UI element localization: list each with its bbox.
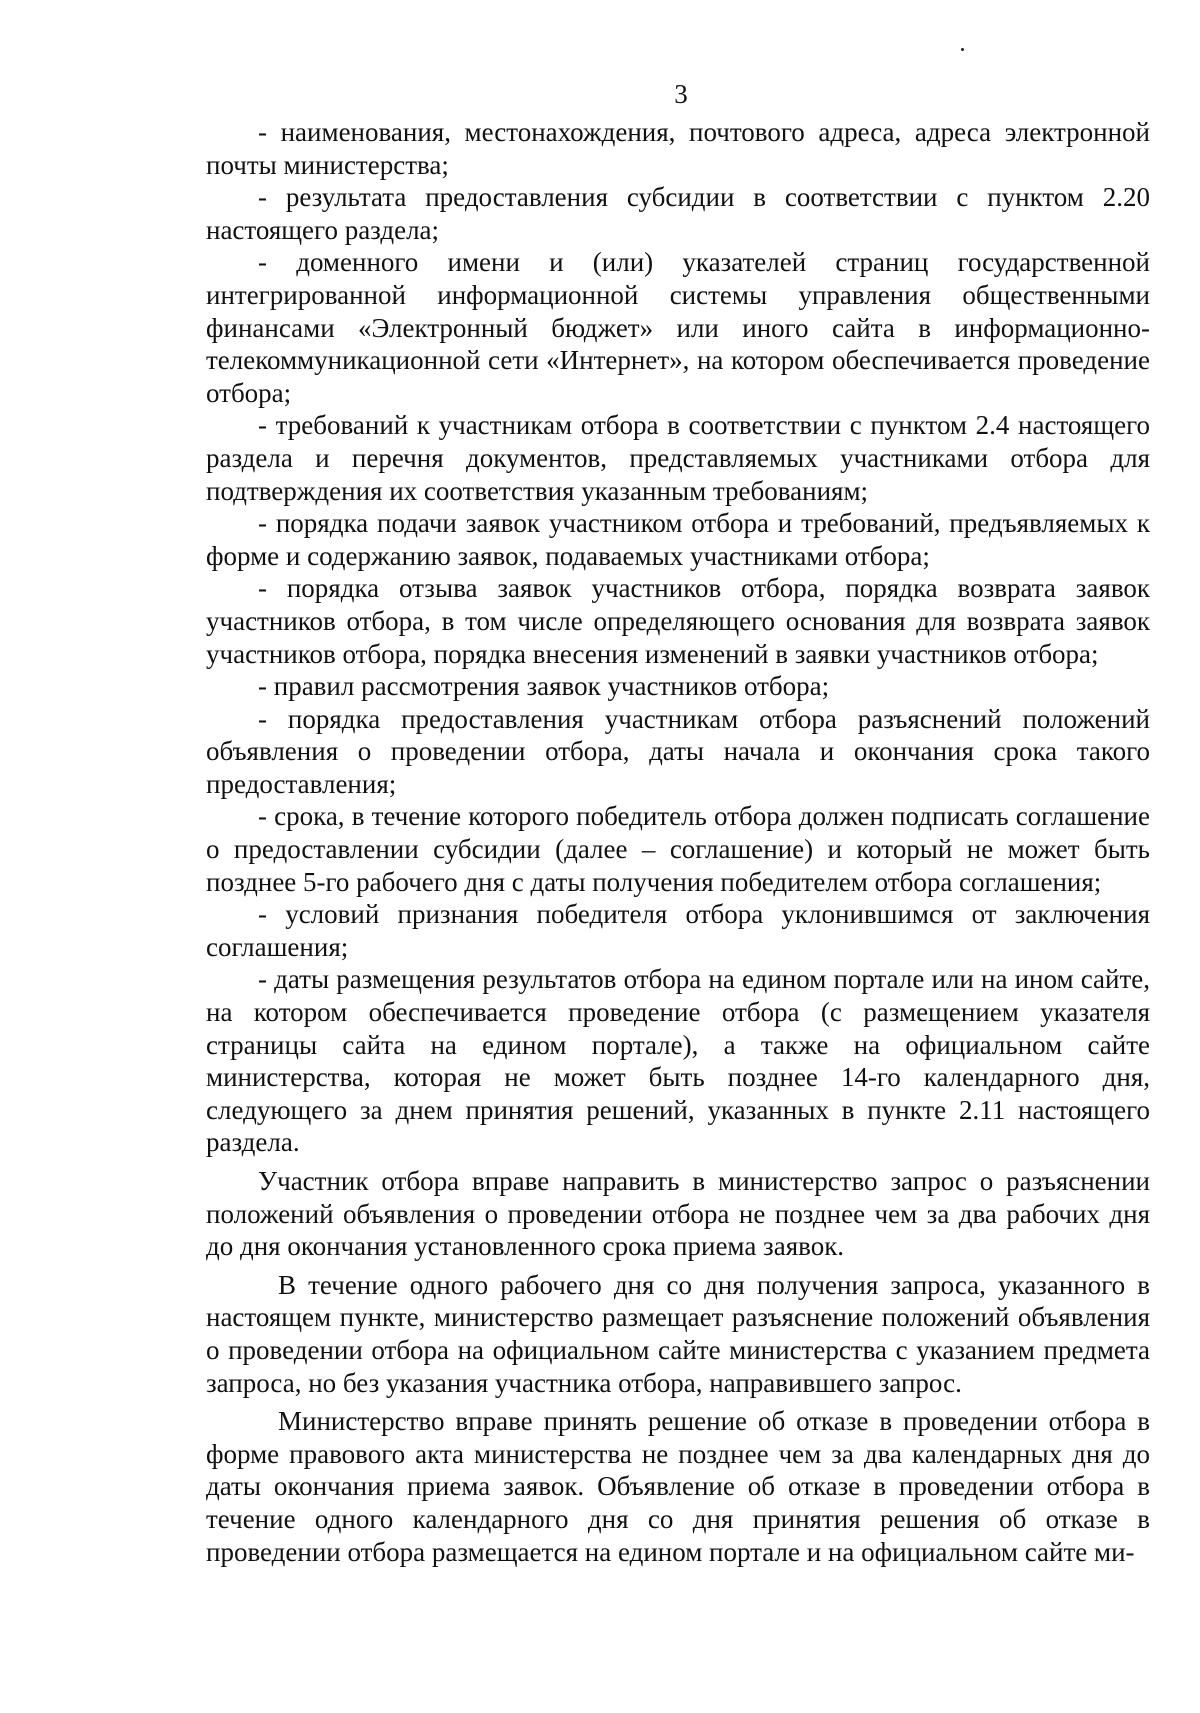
document-body <box>206 116 1150 1568</box>
list-item-application-procedure: - порядка подачи заявок участником отбора и требований, предъявляемых к форме и содержанию заявок, подаваемых участниками отбора; <box>206 508 1150 571</box>
page-number: 3 <box>674 79 688 109</box>
paragraph-clarification-request: Участник отбора вправе направить в министерство запрос о разъяснении положений объявления о проведении отбора не позднее чем за два рабочих дня до дня окончания установленного срока приема заявок. <box>206 1166 1150 1262</box>
list-item-review-rules: - правил рассмотрения заявок участников отбора; <box>258 671 830 702</box>
list-item-clarifications: - порядка предоставления участникам отбора разъяснений положений объявления о проведении отбора, даты начала и окончания срока такого предоставления; <box>206 703 1150 799</box>
list-item-application-withdrawal: - порядка отзыва заявок участников отбора, порядка возврата заявок участников отбора, в том числе определяющего основания для возврата заявок участников отбора, порядка внесения изменений в заявки участников отбора; <box>206 573 1150 669</box>
list-item-subsidy-result: - результата предоставления субсидии в соответствии с пунктом 2.20 настоящего раздела; <box>206 182 1150 245</box>
list-item-results-publication: - даты размещения результатов отбора на едином портале или на ином сайте, на котором обеспечивается проведение отбора (с размещением указателя страницы сайта на едином портале), а также на официальном сайте министерства, которая не может быть позднее 14-го календарного дня, следующего за днем принятия решений, указанных в пункте 2.11 настоящего раздела. <box>206 964 1150 1158</box>
paragraph-clarification-posting: В течение одного рабочего дня со дня получения запроса, указанного в настоящем пункте, министерство размещает разъяснение положений объявления о проведении отбора на официальном сайте министерства с указанием предмета запроса, но без указания участника отбора, направившего запрос. <box>206 1269 1150 1398</box>
list-item-agreement-deadline: - срока, в течение которого победитель отбора должен подписать соглашение о предоставлении субсидии (далее – соглашение) и который не может быть позднее 5-го рабочего дня с даты получения победителем отбора соглашения; <box>206 801 1150 897</box>
list-item-participant-requirements: - требований к участникам отбора в соответствии с пунктом 2.4 настоящего раздела и перечня документов, представляемых участниками отбора для подтверждения их соответствия указанным требованиям; <box>206 410 1150 506</box>
paragraph-selection-cancellation: Министерство вправе принять решение об отказе в проведении отбора в форме правового акта министерства не позднее чем за два календарных дня до даты окончания приема заявок. Объявление об отказе в проведении отбора в течение одного календарного дня со дня принятия решения об отказе в проведении отбора размещается на едином портале и на официальном сайте ми- <box>206 1406 1150 1567</box>
scan-speck <box>961 48 964 51</box>
list-item-name-address: - наименования, местонахождения, почтового адреса, адреса электронной почты министерства; <box>206 117 1150 180</box>
list-item-domain-name: - доменного имени и (или) указателей страниц государственной интегрированной информационной системы управления общественными финансами «Электронный бюджет» или иного сайта в информационно-телекоммуникационной сети «Интернет», на котором обеспечивается проведение отбора; <box>206 247 1150 408</box>
list-item-evasion-conditions: - условий признания победителя отбора уклонившимся от заключения соглашения; <box>206 899 1150 962</box>
